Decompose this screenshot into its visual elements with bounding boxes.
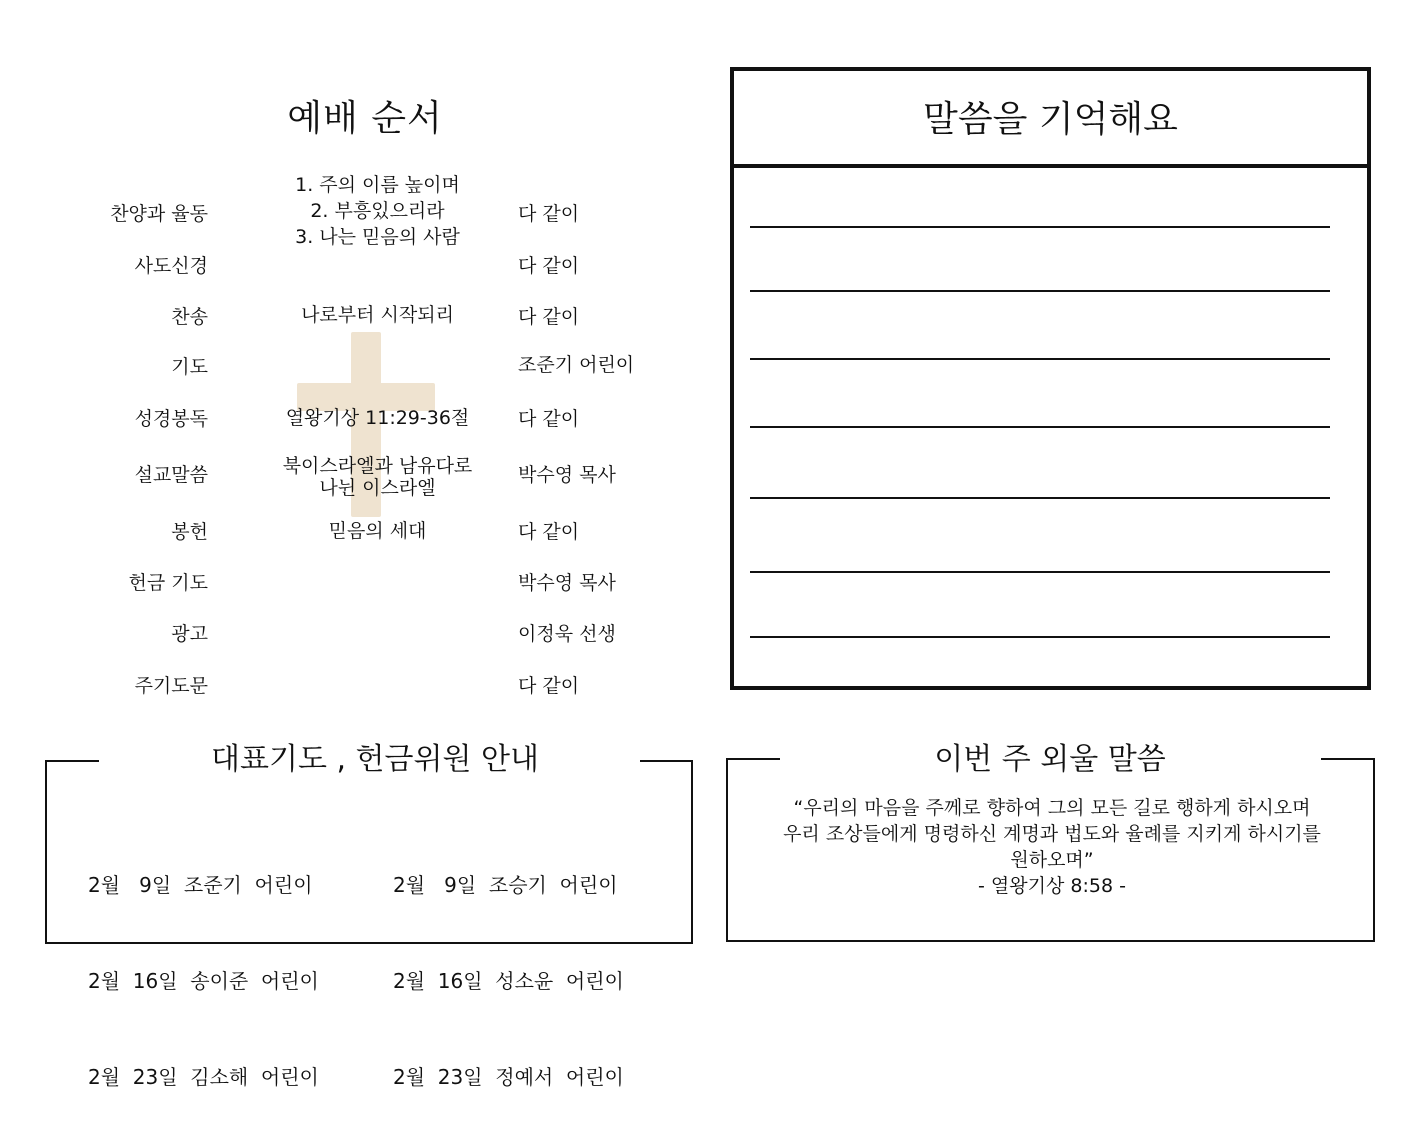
memo-divider <box>730 164 1371 168</box>
duty-box-top-left-line <box>45 760 99 762</box>
order-leader-scripture: 다 같이 <box>518 408 580 430</box>
order-leader-offering-prayer: 박수영 목사 <box>518 572 616 594</box>
order-label-hymn: 찬송 <box>171 306 208 328</box>
duty-list-right <box>393 805 624 1125</box>
memory-verse-title: 이번 주 외울 말씀 <box>934 742 1166 777</box>
memo-writing-line <box>750 358 1330 360</box>
memory-verse-line-3: 원하오며” <box>1010 849 1094 871</box>
memo-writing-line <box>750 571 1330 573</box>
order-praise-song-2: 2. 부흥있으리라 <box>310 200 445 222</box>
order-praise-song-3: 3. 나는 믿음의 사람 <box>295 226 460 248</box>
order-leader-announcements: 이정욱 선생 <box>518 623 616 645</box>
order-leader-sermon: 박수영 목사 <box>518 464 616 486</box>
memory-verse-reference: - 열왕기상 8:58 - <box>978 875 1126 897</box>
memo-writing-line <box>750 226 1330 228</box>
order-label-offering-prayer: 헌금 기도 <box>128 572 208 594</box>
order-leader-lords-prayer: 다 같이 <box>518 675 580 697</box>
verse-box-top-left-line <box>726 758 780 760</box>
order-praise-song-1: 1. 주의 이름 높이며 <box>295 174 460 196</box>
order-label-creed: 사도신경 <box>134 255 208 277</box>
order-praise-songs <box>255 172 500 250</box>
order-leader-creed: 다 같이 <box>518 255 580 277</box>
order-leader-offering: 다 같이 <box>518 521 580 543</box>
memo-writing-line <box>750 497 1330 499</box>
memory-verse-text <box>732 795 1372 899</box>
order-label-lords-prayer: 주기도문 <box>134 675 208 697</box>
memo-writing-line <box>750 290 1330 292</box>
verse-box-top-right-line <box>1321 758 1373 760</box>
memo-title: 말씀을 기억해요 <box>923 99 1178 140</box>
order-offering-song: 믿음의 세대 <box>328 520 427 542</box>
duty-entry: 2월 16일 성소윤 어린이 <box>393 969 624 993</box>
duty-entry: 2월 23일 정예서 어린이 <box>393 1065 624 1089</box>
order-label-praise: 찬양과 율동 <box>110 203 208 225</box>
order-label-scripture: 성경봉독 <box>134 408 208 430</box>
memo-writing-line <box>750 426 1330 428</box>
memo-writing-line <box>750 636 1330 638</box>
memory-verse-line-2: 우리 조상들에게 명령하신 계명과 법도와 율례를 지키게 하시기를 <box>783 823 1321 845</box>
memory-verse-line-1: “우리의 마음을 주께로 향하여 그의 모든 길로 행하게 하시오며 <box>793 797 1311 819</box>
order-sermon-title <box>255 455 500 499</box>
order-label-announcements: 광고 <box>171 623 208 645</box>
duty-list-left <box>88 805 319 1125</box>
duty-box-top-right-line <box>640 760 691 762</box>
order-scripture-ref: 열왕기상 11:29-36절 <box>285 407 470 429</box>
order-hymn-title: 나로부터 시작되리 <box>301 304 454 326</box>
duty-entry: 2월 9일 조준기 어린이 <box>88 873 313 897</box>
worship-order-title: 예배 순서 <box>287 98 443 139</box>
order-label-prayer: 기도 <box>171 356 208 378</box>
order-leader-hymn: 다 같이 <box>518 306 580 328</box>
duty-entry: 2월 16일 송이준 어린이 <box>88 969 319 993</box>
order-label-offering: 봉헌 <box>171 521 208 543</box>
order-leader-praise: 다 같이 <box>518 203 580 225</box>
order-sermon-title-line-1: 북이스라엘과 남유다로 <box>282 455 473 477</box>
duty-entry: 2월 9일 조승기 어린이 <box>393 873 618 897</box>
order-label-sermon: 설교말씀 <box>134 464 208 486</box>
order-leader-prayer: 조준기 어린이 <box>518 354 635 376</box>
duty-entry: 2월 23일 김소해 어린이 <box>88 1065 319 1089</box>
duty-title: 대표기도 , 헌금위원 안내 <box>211 742 539 777</box>
order-sermon-title-line-2: 나뉜 이스라엘 <box>319 477 436 499</box>
